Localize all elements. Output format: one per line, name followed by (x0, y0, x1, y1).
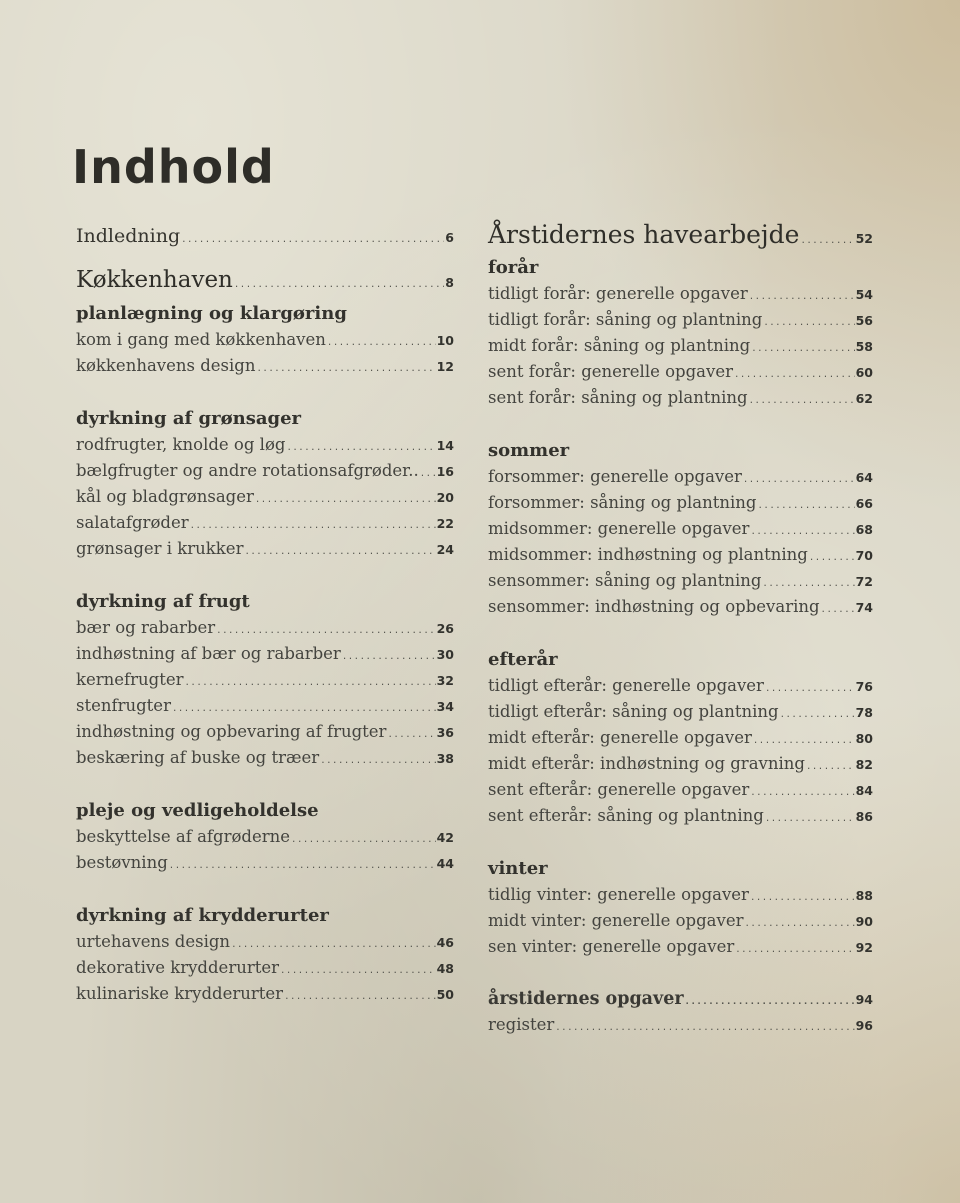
toc-section-heading: dyrkning af grønsager (76, 408, 302, 429)
toc-entry-label: dekorative krydderurter (76, 958, 280, 977)
leader-dots (320, 757, 435, 766)
toc-entry-label: beskyttelse af afgrøderne (76, 827, 291, 846)
toc-entry[interactable] (488, 934, 873, 960)
toc-page-number: 50 (436, 987, 454, 1002)
toc-entry[interactable] (76, 327, 454, 353)
toc-entry[interactable] (488, 673, 873, 699)
toc-page-number: 52 (855, 231, 873, 246)
leader-dots (234, 281, 444, 290)
toc-entry[interactable] (488, 359, 873, 385)
leader-dots (762, 580, 854, 589)
toc-entry-label: bestøvning (76, 853, 168, 872)
leader-dots (765, 815, 855, 824)
toc-entry-label: sent efterår: generelle opgaver (488, 780, 750, 799)
leader-dots (231, 941, 436, 950)
toc-entry[interactable] (76, 615, 454, 641)
toc-entry[interactable] (76, 929, 454, 955)
toc-page-number: 38 (436, 751, 454, 766)
toc-page-number: 16 (436, 464, 454, 479)
toc-entry-label: beskæring af buske og træer (76, 748, 320, 767)
toc-entry[interactable] (488, 699, 873, 725)
toc-page-number: 20 (436, 490, 454, 505)
leader-dots (255, 496, 436, 505)
toc-entry-label: sent forår: såning og plantning (488, 388, 748, 407)
toc-page-number: 36 (436, 725, 454, 740)
toc-entry-label: kernefrugter (76, 670, 184, 689)
toc-entry[interactable] (76, 641, 454, 667)
toc-entry[interactable] (76, 955, 454, 981)
toc-page-number: 62 (855, 391, 873, 406)
toc-part-heading[interactable] (488, 216, 873, 254)
toc-entry[interactable] (76, 693, 454, 719)
toc-entry[interactable] (488, 568, 873, 594)
leader-dots (286, 444, 435, 453)
toc-entry-label: rodfrugter, knolde og løg (76, 435, 286, 454)
toc-entry[interactable] (76, 484, 454, 510)
toc-page-number: 24 (436, 542, 454, 557)
toc-entry-label: sensommer: indhøstning og opbevaring (488, 597, 820, 616)
toc-page-number: 96 (855, 1018, 873, 1033)
leader-dots (750, 789, 854, 798)
leader-dots (420, 470, 436, 479)
toc-entry-label: tidligt efterår: såning og plantning (488, 702, 779, 721)
leader-dots (185, 679, 436, 688)
toc-page-number: 34 (436, 699, 454, 714)
toc-entry-label: tidligt forår: generelle opgaver (488, 284, 748, 303)
toc-part-heading[interactable] (76, 260, 454, 300)
toc-entry-label: midt efterår: generelle opgaver (488, 728, 752, 747)
leader-dots (749, 293, 855, 302)
toc-entry[interactable] (76, 458, 454, 484)
leader-dots (821, 606, 855, 615)
toc-entry-intro[interactable] (76, 216, 454, 256)
leader-dots (751, 345, 854, 354)
toc-entry-label: midt forår: såning og plantning (488, 336, 751, 355)
leader-dots (750, 894, 855, 903)
toc-left-column (76, 216, 454, 1007)
toc-entry[interactable] (488, 908, 873, 934)
toc-right-column (488, 216, 873, 1038)
toc-entry[interactable] (488, 333, 873, 359)
leader-dots (244, 548, 435, 557)
toc-entry-label: sent efterår: såning og plantning (488, 806, 764, 825)
toc-entry-label: Indledning (76, 225, 181, 247)
toc-entry-label: kom i gang med køkkenhaven (76, 330, 326, 349)
toc-page-number: 42 (436, 830, 454, 845)
toc-page-number: 60 (855, 365, 873, 380)
toc-entry[interactable] (76, 824, 454, 850)
leader-dots (387, 731, 435, 740)
leader-dots (743, 476, 855, 485)
toc-page-number: 80 (855, 731, 873, 746)
toc-part-label: Årstidernes havearbejde (488, 220, 800, 249)
leader-dots (181, 236, 444, 245)
toc-entry[interactable] (488, 516, 873, 542)
toc-section-heading: sommer (488, 440, 570, 461)
toc-entry-label: sensommer: såning og plantning (488, 571, 762, 590)
leader-dots (734, 371, 855, 380)
toc-entry[interactable] (488, 385, 873, 411)
toc-entry[interactable] (488, 882, 873, 908)
toc-entry[interactable] (488, 542, 873, 568)
toc-section-heading: pleje og vedligeholdelse (76, 800, 319, 821)
toc-page-number: 64 (855, 470, 873, 485)
toc-entry-label: tidligt forår: såning og plantning (488, 310, 763, 329)
toc-entry-label: forsommer: såning og plantning (488, 493, 757, 512)
toc-page-number: 32 (436, 673, 454, 688)
leader-dots (172, 705, 436, 714)
leader-dots (765, 685, 855, 694)
toc-entry-label: register (488, 1015, 555, 1034)
toc-page-number: 54 (855, 287, 873, 302)
toc-entry[interactable] (76, 719, 454, 745)
toc-page-number: 86 (855, 809, 873, 824)
toc-entry[interactable] (76, 510, 454, 536)
toc-entry[interactable] (488, 751, 873, 777)
toc-page-number: 88 (855, 888, 873, 903)
leader-dots (685, 998, 855, 1007)
toc-entry[interactable] (76, 353, 454, 379)
toc-page-number: 70 (855, 548, 873, 563)
toc-page-number: 46 (436, 935, 454, 950)
toc-section-heading: dyrkning af krydderurter (76, 905, 329, 926)
toc-section-heading: efterår (488, 649, 558, 670)
toc-entry-label: indhøstning og opbevaring af frugter (76, 722, 387, 741)
leader-dots (280, 967, 436, 976)
toc-entry-label: tidlig vinter: generelle opgaver (488, 885, 749, 904)
toc-entry-label: midsommer: generelle opgaver (488, 519, 750, 538)
toc-page-number: 82 (855, 757, 873, 772)
toc-entry[interactable] (488, 281, 873, 307)
toc-entry[interactable] (76, 667, 454, 693)
toc-entry-label: grønsager i krukker (76, 539, 244, 558)
toc-part-label: Køkkenhaven (76, 267, 233, 293)
toc-section-heading: dyrkning af frugt (76, 591, 250, 612)
page-title: Indhold (72, 140, 275, 194)
toc-entry[interactable] (76, 432, 454, 458)
leader-dots (758, 502, 855, 511)
toc-page-number: 66 (855, 496, 873, 511)
leader-dots (750, 528, 854, 537)
toc-entry-label: forsommer: generelle opgaver (488, 467, 742, 486)
toc-page-number: 74 (855, 600, 873, 615)
leader-dots (284, 993, 436, 1002)
leader-dots (744, 920, 854, 929)
toc-section-heading: vinter (488, 858, 548, 879)
toc-entry-season-tasks[interactable] (488, 986, 873, 1012)
toc-entry[interactable] (488, 490, 873, 516)
toc-entry-label: midt efterår: indhøstning og gravning (488, 754, 805, 773)
leader-dots (190, 522, 436, 531)
toc-entry-label: sent forår: generelle opgaver (488, 362, 733, 381)
leader-dots (327, 339, 436, 348)
leader-dots (806, 763, 855, 772)
toc-entry[interactable] (488, 777, 873, 803)
toc-page-number: 56 (855, 313, 873, 328)
toc-page-number: 92 (855, 940, 873, 955)
toc-entry-label: salatafgrøder (76, 513, 189, 532)
leader-dots (749, 397, 855, 406)
toc-entry[interactable] (488, 594, 873, 620)
leader-dots (763, 319, 854, 328)
leader-dots (800, 237, 854, 246)
toc-entry-label: midsommer: indhøstning og plantning (488, 545, 808, 564)
toc-entry-label: køkkenhavens design (76, 356, 256, 375)
toc-section-heading: forår (488, 257, 539, 278)
toc-entry[interactable] (76, 850, 454, 876)
toc-entry-register[interactable] (488, 1012, 873, 1038)
toc-page-number: 22 (436, 516, 454, 531)
toc-entry-label: indhøstning af bær og rabarber (76, 644, 341, 663)
toc-page-number: 6 (445, 230, 454, 245)
toc-entry[interactable] (76, 981, 454, 1007)
toc-entry[interactable] (488, 464, 873, 490)
toc-page-number: 12 (436, 359, 454, 374)
leader-dots (169, 862, 436, 871)
toc-entry-label: tidligt efterår: generelle opgaver (488, 676, 764, 695)
leader-dots (555, 1024, 854, 1033)
toc-page-number: 68 (855, 522, 873, 537)
toc-page-number: 8 (445, 275, 454, 290)
toc-entry-label: kål og bladgrønsager (76, 487, 254, 506)
toc-page-number: 26 (436, 621, 454, 636)
toc-page-number: 76 (855, 679, 873, 694)
toc-page-number: 30 (436, 647, 454, 662)
toc-entry[interactable] (76, 536, 454, 562)
leader-dots (780, 711, 855, 720)
leader-dots (735, 946, 854, 955)
toc-page-number: 10 (436, 333, 454, 348)
toc-entry-label: bælgfrugter og andre rotationsafgrøder.. (76, 461, 419, 480)
toc-section-heading: planlægning og klargøring (76, 303, 347, 324)
leader-dots (216, 627, 435, 636)
toc-entry-label: bær og rabarber (76, 618, 216, 637)
leader-dots (256, 365, 435, 374)
toc-entry-label: årstidernes opgaver (488, 989, 684, 1009)
toc-entry[interactable] (76, 745, 454, 771)
leader-dots (291, 836, 436, 845)
toc-entry-label: stenfrugter (76, 696, 171, 715)
toc-page-number: 44 (436, 856, 454, 871)
toc-page-number: 94 (855, 992, 873, 1007)
toc-entry-label: sen vinter: generelle opgaver (488, 937, 735, 956)
toc-entry-label: urtehavens design (76, 932, 231, 951)
toc-entry-label: kulinariske krydderurter (76, 984, 284, 1003)
leader-dots (342, 653, 436, 662)
toc-entry-label: midt vinter: generelle opgaver (488, 911, 744, 930)
toc-page-number: 90 (855, 914, 873, 929)
toc-page-number: 14 (436, 438, 454, 453)
leader-dots (809, 554, 855, 563)
toc-page-number: 72 (855, 574, 873, 589)
toc-page-number: 48 (436, 961, 454, 976)
toc-page-number: 78 (855, 705, 873, 720)
leader-dots (753, 737, 855, 746)
toc-page-number: 58 (855, 339, 873, 354)
toc-entry[interactable] (488, 725, 873, 751)
toc-entry[interactable] (488, 307, 873, 333)
toc-entry[interactable] (488, 803, 873, 829)
toc-page-number: 84 (855, 783, 873, 798)
